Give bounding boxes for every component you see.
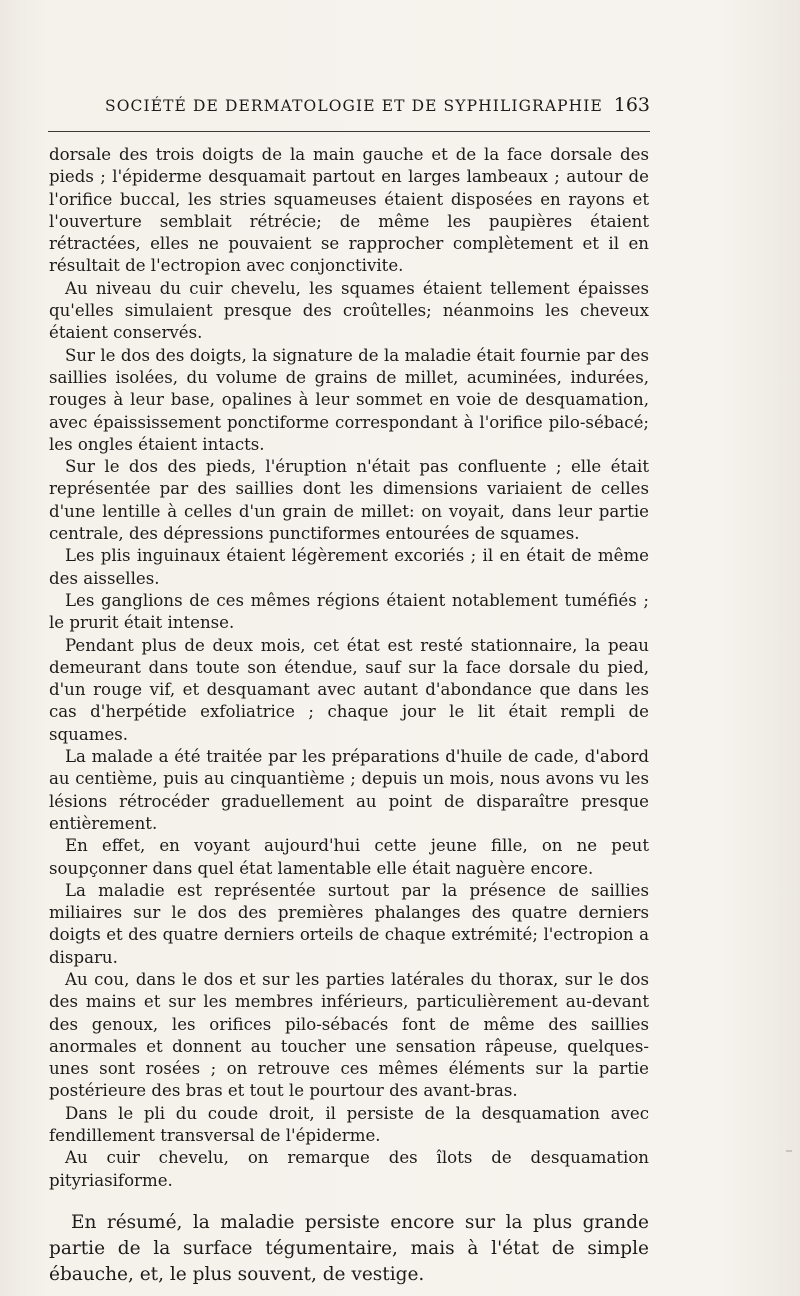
paragraph: La malade a été traitée par les préparations d'huile de cade, d'abord au centième, puis au cinquantième ; depuis un mois, nous avons vu les lésions rétrocéder graduellement au point de disparaître presque entièrement. — [49, 747, 649, 833]
paragraph: Au cuir chevelu, on remarque des îlots de desquamation pityriasiforme. — [49, 1148, 649, 1190]
page-number: 163 — [613, 94, 650, 116]
page-edge-mark — [786, 1150, 792, 1152]
paragraph: La maladie est représentée surtout par la présence de saillies miliaires sur le dos des premières phalanges des quatre derniers doigts et des quatre derniers orteils de chaque extrémité; l'ectropion a disparu. — [49, 880, 649, 967]
body-text — [49, 144, 649, 1288]
running-title: SOCIÉTÉ DE DERMATOLOGIE ET DE SYPHILIGRAPHIE — [105, 97, 603, 115]
paragraph: Au niveau du cuir chevelu, les squames étaient tellement épaisses qu'elles simulaient presque des croûtelles; néanmoins les cheveux étaient conservés. — [49, 278, 649, 343]
page-header — [105, 94, 650, 122]
paragraph: Les plis inguinaux étaient légèrement excoriés ; il en était de même des aisselles. — [49, 546, 649, 588]
paragraph: Dans le pli du coude droit, il persiste de la desquamation avec fendillement transversal de l'épiderme. — [49, 1103, 649, 1146]
summary-paragraph: En résumé, la maladie persiste encore sur la plus grande partie de la surface tégumentaire, mais à l'état de simple ébauche, et, le plus souvent, de vestige. — [49, 1211, 649, 1285]
paragraph: Pendant plus de deux mois, cet état est resté stationnaire, la peau demeurant dans toute son étendue, sauf sur la face dorsale du pied, d'un rouge vif, et desquamant avec autant d'abondance que dans les cas d'herpétide exfoliatrice ; chaque jour le lit était rempli de squames. — [49, 635, 649, 744]
paragraph: dorsale des trois doigts de la main gauche et de la face dorsale des pieds ; l'épiderme desquamait partout en larges lambeaux ; autour de l'orifice buccal, les stries squameuses étaient disposées en rayons et l'ouverture semblait rétrécie; de même les paupières étaient rétractées, elles ne pouvaient se rapprocher complètement et il en résultait de l'ectropion avec conjonctivite. — [49, 145, 649, 276]
paragraph: Sur le dos des pieds, l'éruption n'était pas confluente ; elle était représentée par des saillies dont les dimensions variaient de celles d'une lentille à celles d'un grain de millet: on voyait, dans leur partie centrale, des dépressions punctiformes entourées de squames. — [49, 457, 649, 544]
paragraph: En effet, en voyant aujourd'hui cette jeune fille, on ne peut soupçonner dans quel état lamentable elle était naguère encore. — [49, 836, 649, 878]
paragraph: Les ganglions de ces mêmes régions étaient notablement tuméfiés ; le prurit était intense. — [49, 590, 649, 633]
paragraph: Sur le dos des doigts, la signature de la maladie était fournie par des saillies isolées, du volume de grains de millet, acuminées, indurées, rouges à leur base, opalines à leur sommet en voie de desquamation, avec épaississement ponctiforme correspondant à l'orifice pilo-sébacé; les ongles étaient intacts. — [49, 345, 649, 454]
paragraph: Au cou, dans le dos et sur les parties latérales du thorax, sur le dos des mains et sur les membres inférieurs, particulièrement au-devant des genoux, les orifices pilo-sébacés font de même des saillies anormales et donnent au toucher une sensation râpeuse, quelques-unes sont rosées ; on retrouve ces mêmes éléments sur la partie postérieure des bras et tout le pourtour des avant-bras. — [49, 969, 649, 1101]
header-rule — [48, 131, 650, 132]
